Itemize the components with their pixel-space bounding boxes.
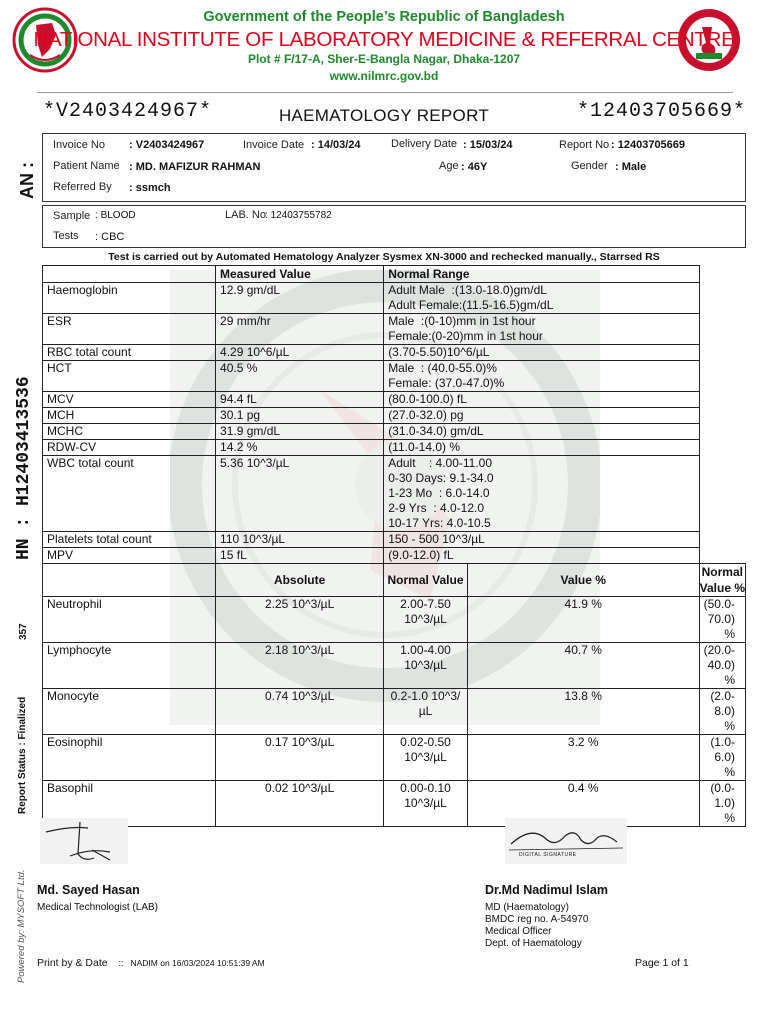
normal-range-cell (384, 392, 699, 408)
doctor-credentials (485, 902, 588, 950)
normal-range-line: 150 - 500 10^3/µL (388, 532, 485, 546)
normal-range-line: (80.0-100.0) fL (388, 392, 467, 406)
technologist-name: Md. Sayed Hasan (37, 883, 140, 897)
doctor-degree: MD (Haematology) (485, 902, 569, 913)
institute-title: NATIONAL INSTITUTE OF LABORATORY MEDICINE & REFERRAL CENTRE (33, 28, 735, 51)
normal-range-cell (384, 314, 699, 345)
result-row (43, 345, 746, 361)
normal-range-line: 1-23 Mo : 6.0-14.0 (388, 486, 490, 500)
absolute-value-cell: 0.17 10^3/µL (216, 735, 384, 781)
normal-range-cell (384, 283, 699, 314)
normal-value-cell: 0.02-0.50 10^3/µL (384, 735, 468, 781)
normal-range-line: (3.70-5.50)10^6/µL (388, 345, 490, 359)
analyzer-note: Test is carried out by Automated Hematology Analyzer Sysmex XN-3000 and rechecked manually., Starrsed RS (108, 251, 660, 263)
differential-blank (43, 564, 216, 597)
hn-label: HN : H12403413536 (14, 376, 34, 560)
cell-type-cell: Lymphocyte (43, 643, 216, 689)
test-name-cell: MPV (43, 548, 216, 564)
measured-value-cell: 14.2 % (216, 440, 384, 456)
result-row (43, 532, 746, 548)
cell-type-cell: Eosinophil (43, 735, 216, 781)
differential-row (43, 597, 746, 643)
gender-value: : Male (615, 161, 647, 173)
report-barcode-text: *12403705669* (577, 100, 747, 123)
normal-range-line: 2-9 Yrs : 4.0-12.0 (388, 501, 485, 515)
normal-pct-cell: (1.0-6.0) % (699, 735, 745, 781)
test-name-cell: ESR (43, 314, 216, 345)
patient-name-value: : MD. MAFIZUR RAHMAN (129, 161, 261, 173)
header-blank (43, 266, 216, 283)
print-label: Print by & Date (37, 957, 108, 969)
value-pct-cell: 41.9 % (467, 597, 699, 643)
result-row (43, 408, 746, 424)
sample-label: Sample (53, 210, 91, 222)
results-table (42, 265, 746, 827)
header-divider (37, 92, 733, 93)
result-row (43, 314, 746, 345)
measured-value-cell: 12.9 gm/dL (216, 283, 384, 314)
left-signature-image (40, 818, 128, 864)
value-pct-cell: 3.2 % (467, 735, 699, 781)
result-row (43, 361, 746, 392)
measured-value-cell: 29 mm/hr (216, 314, 384, 345)
normal-range-line: Adult : 4.00-11.00 (388, 456, 493, 470)
invoice-date-label: Invoice Date (243, 139, 305, 151)
differential-row (43, 735, 746, 781)
normal-range-cell (384, 408, 699, 424)
test-name-cell: RBC total count (43, 345, 216, 361)
normal-range-line: Adult Male :(13.0-18.0)gm/dL (388, 283, 547, 297)
absolute-header: Absolute (216, 564, 384, 597)
normal-range-cell (384, 345, 699, 361)
test-name-cell: MCHC (43, 424, 216, 440)
doctor-designation: Medical Officer (485, 926, 552, 937)
absolute-value-cell: 2.18 10^3/µL (216, 643, 384, 689)
normal-range-cell (384, 456, 699, 532)
absolute-value-cell: 2.25 10^3/µL (216, 597, 384, 643)
result-row (43, 456, 746, 532)
delivery-date-label: Delivery Date (391, 138, 458, 150)
normal-pct-cell: (20.0-40.0) % (699, 643, 745, 689)
normal-value-cell: 0.00-0.10 10^3/µL (384, 781, 468, 827)
doctor-department: Dept. of Haematology (485, 938, 582, 949)
right-signature-image (505, 818, 627, 864)
normal-range-cell (384, 424, 699, 440)
page-number: Page 1 of 1 (635, 957, 689, 969)
report-no-label: Report No (559, 139, 610, 151)
measured-value-cell: 15 fL (216, 548, 384, 564)
normal-value-cell: 1.00-4.00 10^3/µL (384, 643, 468, 689)
measured-value-cell: 31.9 gm/dL (216, 424, 384, 440)
technologist-role: Medical Technologist (LAB) (37, 902, 158, 913)
normal-range-header: Normal Range (384, 266, 699, 283)
result-row (43, 440, 746, 456)
differential-row (43, 689, 746, 735)
result-row (43, 283, 746, 314)
absolute-value-cell: 0.74 10^3/µL (216, 689, 384, 735)
institute-website: www.nilmrc.gov.bd (329, 69, 439, 83)
institute-address: Plot # F/17-A, Sher-E-Bangla Nagar, Dhaka-1207 (247, 52, 521, 66)
normal-range-line: Female: (37.0-47.0)% (388, 376, 505, 390)
test-name-cell: RDW-CV (43, 440, 216, 456)
cell-type-cell: Monocyte (43, 689, 216, 735)
patient-info-box (42, 133, 746, 202)
normal-pct-cell: (0.0-1.0) % (699, 781, 745, 827)
normal-pct-header: Normal Value % (699, 565, 745, 595)
test-name-cell: MCH (43, 408, 216, 424)
invoice-barcode-text: *V2403424967* (43, 100, 213, 123)
sample-info-box (42, 205, 746, 248)
test-name-cell: Platelets total count (43, 532, 216, 548)
normal-value-cell: 2.00-7.50 10^3/µL (384, 597, 468, 643)
patient-name-label: Patient Name (53, 160, 120, 172)
result-row (43, 392, 746, 408)
invoice-no-value: : V2403424967 (129, 139, 205, 151)
test-name-cell: MCV (43, 392, 216, 408)
digital-signature-stamp: DIGITAL SIGNATURE (519, 852, 577, 858)
cell-type-cell: Neutrophil (43, 597, 216, 643)
report-no-value: : 12403705669 (611, 139, 686, 151)
measured-value-cell: 94.4 fL (216, 392, 384, 408)
measured-value-header: Measured Value (216, 266, 384, 283)
measured-value-cell: 40.5 % (216, 361, 384, 392)
normal-range-line: Female:(0-20)mm in 1st hour (388, 329, 543, 343)
normal-range-line: 10-17 Yrs: 4.0-10.5 (388, 516, 491, 530)
value-pct-cell: 13.8 % (467, 689, 699, 735)
powered-by: Powered by: MYSOFT Ltd. (16, 869, 27, 983)
an-label: AN : (17, 162, 37, 199)
normal-pct-cell: (50.0-70.0) % (699, 597, 745, 643)
normal-value-header: Normal Value (384, 564, 468, 597)
print-separator: :: (118, 958, 124, 968)
normal-range-line: (11.0-14.0) % (388, 440, 460, 454)
results-header-row (43, 266, 746, 283)
print-info (37, 957, 265, 969)
age-value: : 46Y (461, 161, 488, 173)
gender-label: Gender (571, 160, 608, 172)
delivery-date-value: : 15/03/24 (463, 139, 513, 151)
normal-range-cell (384, 532, 699, 548)
result-row (43, 424, 746, 440)
test-name-cell: WBC total count (43, 456, 216, 532)
value-pct-cell: 40.7 % (467, 643, 699, 689)
measured-value-cell: 4.29 10^6/µL (216, 345, 384, 361)
report-title: HAEMATOLOGY REPORT (278, 106, 490, 125)
normal-range-line: Adult Female:(11.5-16.5)gm/dL (388, 298, 554, 312)
invoice-date-value: : 14/03/24 (311, 139, 361, 151)
normal-range-line: (31.0-34.0) gm/dL (388, 424, 484, 438)
normal-range-line: 0-30 Days: 9.1-34.0 (388, 471, 494, 485)
differential-row (43, 643, 746, 689)
normal-range-line: Male : (40.0-55.0)% (388, 361, 497, 375)
tests-label: Tests (53, 230, 79, 242)
doctor-bmdc: BMDC reg no. A-54970 (485, 914, 589, 925)
absolute-value-cell: 0.02 10^3/µL (216, 781, 384, 827)
invoice-no-label: Invoice No (53, 139, 105, 151)
report-status: Report Status : Finalized (17, 696, 28, 814)
doctor-name: Dr.Md Nadimul Islam (485, 883, 608, 897)
age-label: Age (439, 160, 459, 172)
lab-no-value: : 12403755782 (265, 210, 332, 221)
tests-value: : CBC (95, 231, 125, 243)
referred-by-value: : ssmch (129, 182, 171, 194)
normal-range-line: (27.0-32.0) pg (388, 408, 464, 422)
test-name-cell: HCT (43, 361, 216, 392)
value-pct-cell: 0.4 % (467, 781, 699, 827)
value-pct-header: Value % (467, 564, 699, 597)
result-row (43, 548, 746, 564)
government-title: Government of the People’s Republic of Bangladesh (203, 9, 565, 25)
referred-by-label: Referred By (53, 181, 112, 193)
cell-type-cell: Basophil (43, 781, 216, 827)
normal-range-cell (384, 361, 699, 392)
test-name-cell: Haemoglobin (43, 283, 216, 314)
print-value: NADIM on 16/03/2024 10:51:39 AM (130, 958, 265, 968)
measured-value-cell: 110 10^3/µL (216, 532, 384, 548)
normal-range-line: (9.0-12.0) fL (388, 548, 454, 562)
lab-no-label: LAB. No (225, 209, 266, 221)
normal-range-line: Male :(0-10)mm in 1st hour (388, 314, 536, 328)
side-code: 357 (18, 623, 29, 640)
sample-value: : BLOOD (95, 210, 136, 221)
normal-range-cell (384, 548, 699, 564)
normal-range-cell (384, 440, 699, 456)
normal-pct-cell: (2.0-8.0) % (699, 689, 745, 735)
measured-value-cell: 30.1 pg (216, 408, 384, 424)
measured-value-cell: 5.36 10^3/µL (216, 456, 384, 532)
differential-header-row (43, 564, 746, 597)
normal-value-cell: 0.2-1.0 10^3/µL (384, 689, 468, 735)
differential-row (43, 781, 746, 827)
